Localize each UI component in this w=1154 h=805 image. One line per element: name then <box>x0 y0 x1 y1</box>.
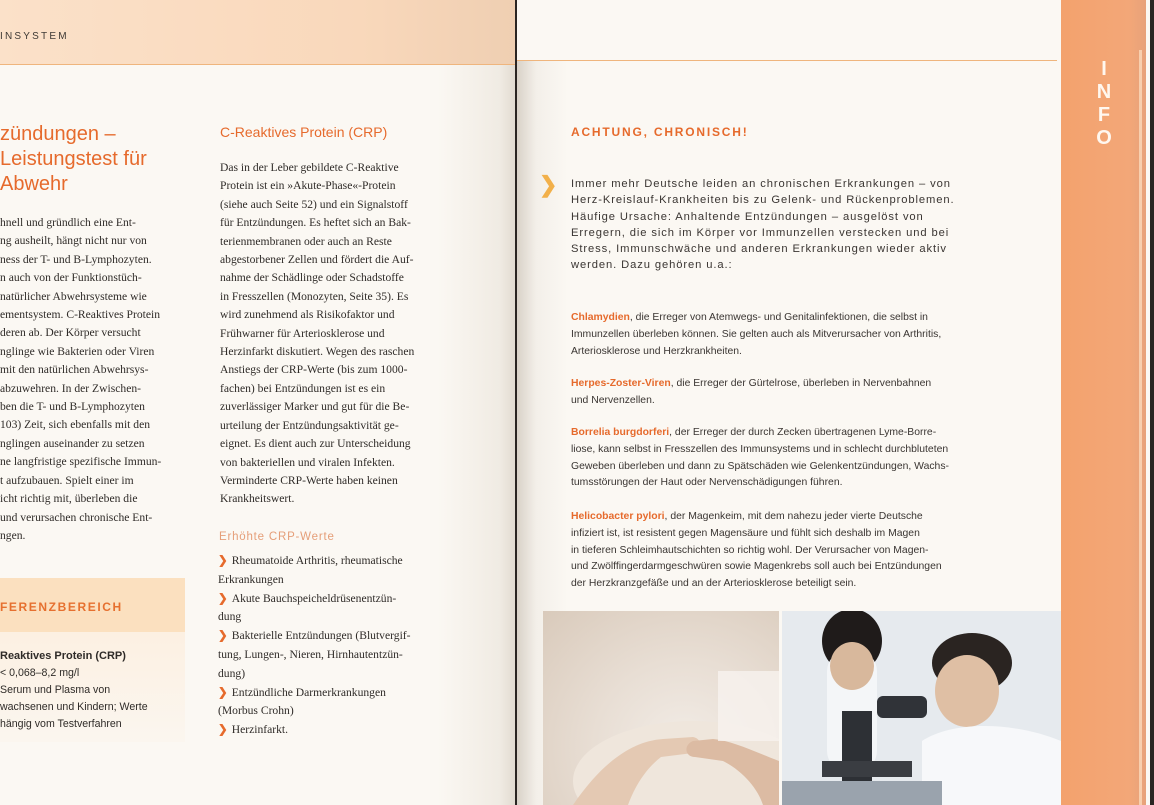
text-line: Anstiegs der CRP-Werte (bis zum 1000- <box>220 363 408 377</box>
reference-line: hängig vom Testverfahren <box>0 718 122 730</box>
pathogen-line: der Herzkranzgefäße und an der Arteriosklerose beteiligt sein. <box>571 578 857 590</box>
bullet-line <box>218 665 411 684</box>
reference-line: Serum und Plasma von <box>0 684 111 696</box>
text-line: Das in der Leber gebildete C-Reaktive <box>220 161 399 174</box>
intro-line: Häufige Ursache: Anhaltende Entzündungen – ausgelöst von <box>571 210 924 223</box>
text-line: 103) Zeit, sich ebenfalls mit den <box>0 418 151 432</box>
right-header-band <box>517 0 1057 61</box>
text-line: Protein ist ein »Akute-Phase«-Protein <box>220 179 396 193</box>
bullet-line <box>218 552 411 571</box>
pathogen-line: und Nervenzellen. <box>571 394 655 406</box>
intro-line: Herz-Kreislauf-Krankheiten bis zu Gelenk- und Rückenproblemen. <box>571 194 955 207</box>
bullet-line <box>218 702 411 721</box>
text-line: ng ausheilt, hängt nicht nur von <box>0 234 147 248</box>
text-line: für Entzündungen. Es heftet sich an Bak- <box>220 216 411 230</box>
left-header-band <box>0 0 515 65</box>
text-line: wird zunehmend als Risikofaktor und <box>220 308 395 322</box>
info-letter: N <box>1096 81 1112 103</box>
pathogen-line <box>571 509 942 526</box>
bullet-line <box>218 608 411 627</box>
text-line: (siehe auch Seite 52) und ein Signalstoff <box>220 197 408 211</box>
bullet-line <box>218 627 411 646</box>
text-line: ementsystem. C-Reaktives Protein <box>0 308 161 322</box>
text-line: mit den natürlichen Abwehrsys- <box>0 363 149 377</box>
text-line: n auch von der Funktionstüch- <box>0 271 142 285</box>
pathogen-line: in tieferen Schleimhautschichten so richtig wohl. Der Verursacher von Magen- <box>571 544 929 556</box>
pathogen-line <box>571 310 941 327</box>
chevron-right-icon: ❯ <box>218 685 228 699</box>
text-line: Krankheitswert. <box>220 492 295 506</box>
text-line: eignet. Es dient auch zur Unterscheidung <box>220 437 411 451</box>
bullet-text: Akute Bauchspeicheldrüsenentzün- <box>231 591 397 605</box>
pathogen-text: , die Erreger von Atemwegs- und Genitalinfektionen, die selbst in <box>629 312 928 323</box>
reference-box-title: FERENZBEREICH <box>0 600 123 614</box>
text-line: hnell und gründlich eine Ent- <box>0 216 136 229</box>
text-line: ne langfristige spezifische Immun- <box>0 455 162 469</box>
bullet-text: tung, Lungen-, Nieren, Hirnhautentzün- <box>218 647 403 661</box>
bullet-text: Entzündliche Darmerkrankungen <box>231 685 386 699</box>
left-page <box>0 0 515 805</box>
pathogen-text: , der Erreger der durch Zecken übertragenen Lyme-Borre- <box>669 427 937 438</box>
pathogen-name: Chlamydien <box>571 312 630 323</box>
pathogen-line <box>571 425 949 442</box>
text-line: urteilung der Entzündungsaktivität ge- <box>220 418 399 432</box>
info-letter: I <box>1101 58 1107 80</box>
left-column-text <box>0 214 161 545</box>
pathogen-line: tumsstörungen der Haut oder Nervenschädigungen führen. <box>571 477 843 489</box>
pathogen-entry <box>571 425 949 492</box>
bullet-line <box>218 684 411 703</box>
bullet-text: Erkrankungen <box>218 572 284 586</box>
text-line: abgestorbener Zellen und fördert die Auf- <box>220 253 414 267</box>
info-side-band <box>1061 0 1146 805</box>
main-title-line: Leistungstest für <box>0 148 147 170</box>
pathogen-line <box>571 376 931 393</box>
photo-hands-icon <box>543 611 779 805</box>
text-line: zuverlässiger Marker und gut für die Be- <box>220 400 410 414</box>
pathogen-line: Immunzellen überleben können. Sie gelten auch als Mitverursacher von Arthritis, <box>571 328 942 340</box>
text-line: ness der T- und B-Lymphozyten. <box>0 252 152 266</box>
bullet-text: Rheumatoide Arthritis, rheumatische <box>231 554 403 567</box>
intro-line: Erregern, die sich im Körper vor Immunzellen verstecken und bei <box>571 226 950 239</box>
pathogen-name: Helicobacter pylori <box>571 511 665 522</box>
text-line: Herzinfarkt diskutiert. Wegen des raschen <box>220 345 415 359</box>
main-title-line: Abwehr <box>0 173 68 195</box>
text-line: in Fresszellen (Monozyten, Seite 35). Es <box>220 289 409 303</box>
bullet-line <box>218 590 411 609</box>
main-title-line: zündungen – <box>0 123 116 145</box>
crp-body-text <box>220 159 414 509</box>
bullet-text: Herzinfarkt. <box>231 723 289 737</box>
bullet-text: dung) <box>218 666 246 680</box>
text-line: ben die T- und B-Lymphozyten <box>0 400 145 414</box>
reference-line: wachsenen und Kindern; Werte <box>0 701 148 713</box>
pathogen-line: Geweben überleben und dann zu Spätschäden wie Gelenkentzündungen, Wachs- <box>571 460 949 472</box>
pathogen-name: Borrelia burgdorferi <box>571 427 670 438</box>
chevron-right-icon: ❯ <box>218 591 228 605</box>
pathogen-entry <box>571 376 931 410</box>
pathogen-line: Arteriosklerose und Herzkrankheiten. <box>571 345 742 357</box>
text-line: Verminderte CRP-Werte haben keinen <box>220 473 398 487</box>
text-line: von bakteriellen und viralen Infekten. <box>220 455 395 469</box>
bullet-text: Bakterielle Entzündungen (Blutvergif- <box>231 629 411 643</box>
reference-title: Reaktives Protein (CRP) <box>0 650 126 662</box>
info-label <box>1096 58 1112 150</box>
text-line: Frühwarner für Arteriosklerose und <box>220 326 385 340</box>
pathogen-name: Herpes-Zoster-Viren <box>571 378 671 389</box>
pathogen-entry <box>571 310 941 360</box>
info-heading: ACHTUNG, CHRONISCH! <box>571 125 749 139</box>
chevron-right-icon: ❯ <box>218 629 228 643</box>
pathogen-entry <box>571 509 942 593</box>
text-line: nglingen auseinander zu setzen <box>0 436 145 450</box>
text-line: abzuwehren. In der Zwischen- <box>0 381 141 395</box>
info-letter: F <box>1097 104 1111 126</box>
text-line: icht richtig mit, überleben die <box>0 492 138 506</box>
bullet-line <box>218 646 411 665</box>
chevron-right-icon: ❯ <box>218 554 228 567</box>
text-line: und verursachen chronische Ent- <box>0 510 153 524</box>
info-letter: O <box>1096 127 1112 149</box>
intro-line: Immer mehr Deutsche leiden an chronischen Erkrankungen – von <box>571 178 951 190</box>
pathogen-line: liose, kann selbst in Fresszellen des Immunsystems und in schlecht durchbluteten <box>571 443 949 455</box>
text-line: terienmembranen oder auch an Reste <box>220 234 392 248</box>
photo-laboratory-icon <box>782 611 1061 805</box>
text-line: deren ab. Der Körper versucht <box>0 326 141 340</box>
chevron-right-icon: ❯ <box>218 723 228 737</box>
info-intro-text <box>571 176 955 274</box>
text-line: nglinge wie Bakterien oder Viren <box>0 344 155 358</box>
main-title <box>0 122 190 197</box>
right-page <box>517 0 1150 805</box>
pathogen-text: , der Magenkeim, mit dem nahezu jeder vierte Deutsche <box>664 511 923 522</box>
chevron-right-icon: ❯ <box>539 172 558 197</box>
reference-box-body <box>0 650 148 733</box>
pathogen-line: infiziert ist, ist resistent gegen Magensäure und fühlt sich deshalb im Magen <box>571 527 920 539</box>
bullet-text: (Morbus Crohn) <box>218 704 294 718</box>
text-line: natürlicher Abwehrsysteme wie <box>0 289 147 303</box>
crp-sub-heading: Erhöhte CRP-Werte <box>219 531 335 543</box>
text-line: fachen) bei Entzündungen ist es ein <box>220 381 386 395</box>
bullet-text: dung <box>218 610 242 624</box>
pathogen-text: , die Erreger der Gürtelrose, überleben in Nervenbahnen <box>670 378 932 389</box>
crp-heading: C-Reaktives Protein (CRP) <box>220 124 388 140</box>
pathogen-line: und Zwölffingerdarmgeschwüren sowie Magenkrebs soll auch bei Entzündungen <box>571 561 942 573</box>
text-line: ngen. <box>0 528 26 542</box>
crp-bullet-list <box>218 552 411 740</box>
bullet-line <box>218 721 411 740</box>
section-label: INSYSTEM <box>0 31 69 42</box>
text-line: t aufzubauen. Spielt einer im <box>0 473 134 487</box>
reference-line: < 0,068–8,2 mg/l <box>0 667 80 679</box>
intro-line: Stress, Immunschwäche und anderen Erkrankungen wieder aktiv <box>571 243 947 256</box>
intro-line: werden. Dazu gehören u.a.: <box>571 259 733 272</box>
bullet-line <box>218 571 411 590</box>
text-line: nahme der Schädlinge oder Schadstoffe <box>220 271 404 285</box>
